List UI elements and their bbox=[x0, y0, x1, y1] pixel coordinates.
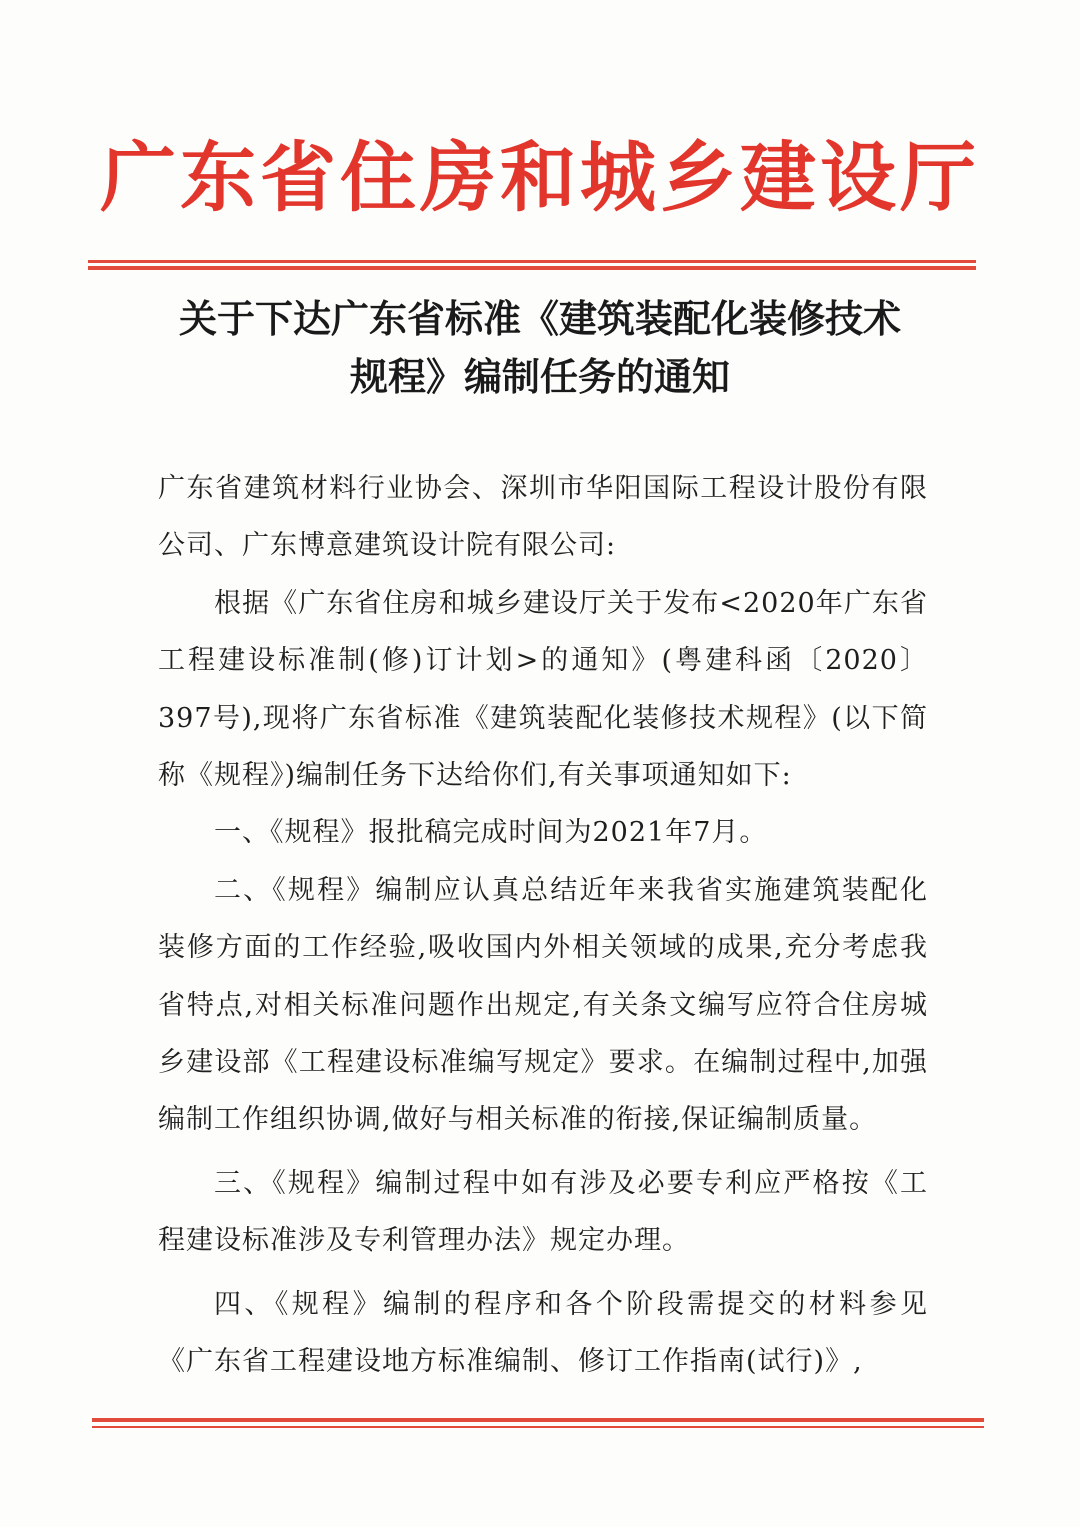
paragraph-intro: 根据《广东省住房和城乡建设厅关于发布<2020年广东省工程建设标准制(修)订计划>的通知》(粤建科函〔2020〕397号),现将广东省标准《建筑装配化装修技术规程》(以下简称《规程》)编制任务下达给你们,有关事项通知如下: bbox=[158, 587, 928, 792]
addressee: 广东省建筑材料行业协会、深圳市华阳国际工程设计股份有限公司、广东博意建筑设计院有限公司: bbox=[158, 473, 928, 562]
document-title-line-1: 关于下达广东省标准《建筑装配化装修技术 bbox=[178, 297, 901, 341]
paragraph-item-3: 三、《规程》编制过程中如有涉及必要专利应严格按《工程建设标准涉及专利管理办法》规定办理。 bbox=[158, 1167, 928, 1257]
paragraph-item-2: 二、《规程》编制应认真总结近年来我省实施建筑装配化装修方面的工作经验,吸收国内外相关领域的成果,充分考虑我省特点,对相关标准问题作出规定,有关条文编写应符合住房城乡建设部《工程建设标准编写规定》要求。在编制过程中,加强编制工作组织协调,做好与相关标准的衔接,保证编制质量。 bbox=[158, 874, 928, 1136]
document-title-line-2: 规程》编制任务的通知 bbox=[349, 355, 730, 399]
header-rule-thin bbox=[88, 260, 976, 263]
footer-rule-thin bbox=[92, 1426, 984, 1428]
document-body bbox=[158, 460, 928, 1391]
issuing-authority-header: 广东省住房和城乡建设厅 bbox=[100, 133, 980, 222]
paragraph-item-1: 一、《规程》报批稿完成时间为2021年7月。 bbox=[214, 817, 768, 849]
footer-rule-thick bbox=[92, 1418, 984, 1422]
paragraph-item-4: 四、《规程》编制的程序和各个阶段需提交的材料参见《广东省工程建设地方标准编制、修订工作指南(试行)》, bbox=[158, 1288, 928, 1378]
header-rule-thick bbox=[88, 266, 976, 270]
document-title bbox=[100, 290, 980, 406]
